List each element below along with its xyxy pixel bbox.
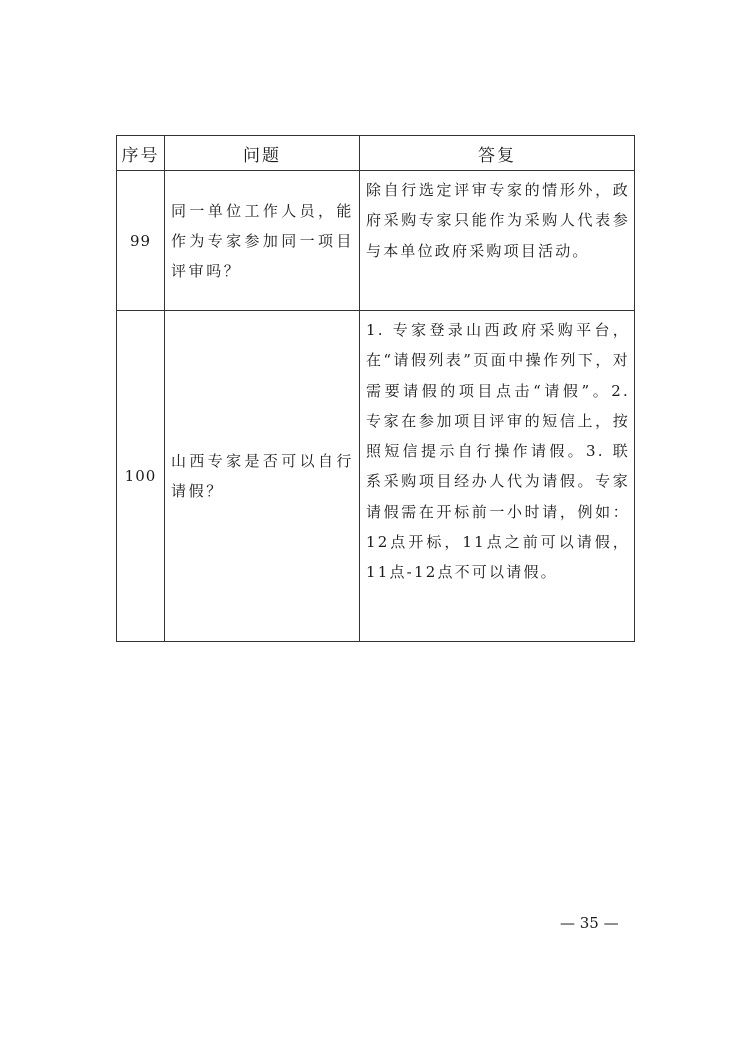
qa-table bbox=[116, 135, 635, 642]
row-question: 山西专家是否可以自行请假？ bbox=[165, 311, 360, 642]
header-answer: 答复 bbox=[360, 136, 635, 171]
table-row bbox=[117, 171, 635, 311]
row-number: 100 bbox=[117, 311, 165, 642]
header-question: 问题 bbox=[165, 136, 360, 171]
row-answer: 1. 专家登录山西政府采购平台，在“请假列表”页面中操作列下，对需要请假的项目点击“请假”。2. 专家在参加项目评审的短信上，按照短信提示自行操作请假。3. 联系采购项目经办人代为请假。专家请假需在开标前一小时请，例如：12点开标，11点之前可以请假，11点-12点不可以请假。 bbox=[360, 311, 635, 642]
row-number: 99 bbox=[117, 171, 165, 311]
table-header-row bbox=[117, 136, 635, 171]
page-number: — 35 — bbox=[560, 914, 619, 932]
header-number: 序号 bbox=[117, 136, 165, 171]
table-row bbox=[117, 311, 635, 642]
row-answer: 除自行选定评审专家的情形外，政府采购专家只能作为采购人代表参与本单位政府采购项目活动。 bbox=[360, 171, 635, 311]
row-question: 同一单位工作人员，能作为专家参加同一项目评审吗？ bbox=[165, 171, 360, 311]
